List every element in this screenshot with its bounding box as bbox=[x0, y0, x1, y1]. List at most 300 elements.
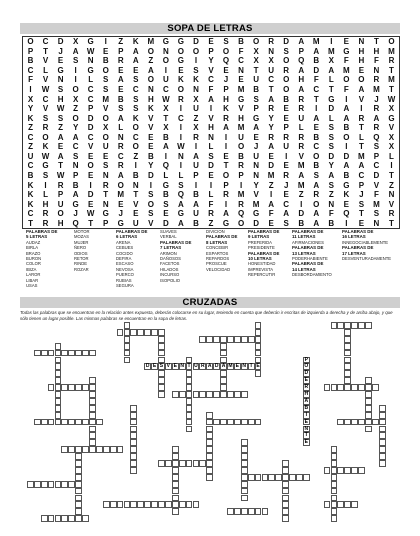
crossword-cell[interactable] bbox=[34, 419, 41, 426]
crossword-cell[interactable] bbox=[351, 384, 358, 391]
crossword-cell[interactable] bbox=[75, 474, 82, 481]
crossword-cell[interactable] bbox=[379, 432, 386, 439]
crossword-cell[interactable] bbox=[337, 322, 344, 329]
crossword-letter[interactable]: E bbox=[256, 363, 260, 370]
crossword-cell[interactable] bbox=[172, 501, 179, 508]
crossword-cell[interactable] bbox=[158, 460, 165, 467]
crossword-cell[interactable] bbox=[68, 515, 75, 522]
crossword-cell[interactable] bbox=[124, 329, 131, 336]
crossword-cell[interactable] bbox=[55, 370, 62, 377]
crossword-cell[interactable] bbox=[193, 460, 200, 467]
crossword-letter[interactable]: E bbox=[304, 377, 308, 384]
crossword-cell[interactable] bbox=[255, 329, 262, 336]
crossword-cell[interactable] bbox=[255, 343, 262, 350]
crossword-cell[interactable] bbox=[130, 405, 137, 412]
crossword-cell[interactable] bbox=[130, 460, 137, 467]
crossword-cell[interactable] bbox=[199, 391, 206, 398]
crossword-cell[interactable] bbox=[379, 412, 386, 419]
crossword-cell[interactable] bbox=[365, 419, 372, 426]
crossword-cell[interactable] bbox=[55, 377, 62, 384]
crossword-cell[interactable] bbox=[220, 377, 227, 384]
crossword-cell[interactable] bbox=[337, 467, 344, 474]
crossword-cell[interactable] bbox=[282, 508, 289, 515]
crossword-cell[interactable] bbox=[365, 398, 372, 405]
crossword-cell[interactable] bbox=[55, 398, 62, 405]
crossword-cell[interactable] bbox=[75, 460, 82, 467]
crossword-cell[interactable] bbox=[61, 384, 68, 391]
crossword-cell[interactable] bbox=[48, 515, 55, 522]
crossword-cell[interactable] bbox=[248, 336, 255, 343]
crossword-cell[interactable] bbox=[241, 495, 248, 502]
crossword-cell[interactable] bbox=[96, 446, 103, 453]
crossword-cell[interactable] bbox=[68, 384, 75, 391]
crossword-cell[interactable] bbox=[206, 467, 213, 474]
crossword-letter[interactable]: U bbox=[194, 363, 198, 370]
crossword-cell[interactable] bbox=[172, 446, 179, 453]
crossword-letter[interactable]: O bbox=[304, 363, 309, 370]
crossword-cell[interactable] bbox=[365, 405, 372, 412]
crossword-cell[interactable] bbox=[206, 439, 213, 446]
crossword-cell[interactable] bbox=[89, 398, 96, 405]
crossword-cell[interactable] bbox=[34, 350, 41, 357]
crossword-cell[interactable] bbox=[337, 501, 344, 508]
crossword-letter[interactable]: E bbox=[304, 418, 308, 425]
crossword-letter[interactable]: R bbox=[304, 384, 309, 391]
crossword-cell[interactable] bbox=[82, 446, 89, 453]
crossword-cell[interactable] bbox=[61, 481, 68, 488]
crossword-cell[interactable] bbox=[234, 336, 241, 343]
crossword-cell[interactable] bbox=[110, 501, 117, 508]
crossword-cell[interactable] bbox=[75, 495, 82, 502]
crossword-cell[interactable] bbox=[41, 515, 48, 522]
crossword-cell[interactable] bbox=[379, 419, 386, 426]
crossword-cell[interactable] bbox=[206, 460, 213, 467]
crossword-letter[interactable]: P bbox=[304, 356, 308, 363]
crossword-cell[interactable] bbox=[55, 384, 62, 391]
crossword-cell[interactable] bbox=[220, 350, 227, 357]
crossword-cell[interactable] bbox=[172, 481, 179, 488]
crossword-cell[interactable] bbox=[234, 508, 241, 515]
crossword-letter[interactable]: N bbox=[242, 363, 247, 370]
crossword-cell[interactable] bbox=[186, 419, 193, 426]
crossword-cell[interactable] bbox=[344, 357, 351, 364]
crossword-cell[interactable] bbox=[158, 384, 165, 391]
crossword-cell[interactable] bbox=[282, 495, 289, 502]
crossword-cell[interactable] bbox=[206, 446, 213, 453]
crossword-cell[interactable] bbox=[379, 405, 386, 412]
crossword-cell[interactable] bbox=[372, 384, 379, 391]
crossword-cell[interactable] bbox=[89, 391, 96, 398]
crossword-cell[interactable] bbox=[358, 467, 365, 474]
crossword-cell[interactable] bbox=[241, 488, 248, 495]
crossword-cell[interactable] bbox=[199, 336, 206, 343]
crossword-cell[interactable] bbox=[172, 508, 179, 515]
crossword-cell[interactable] bbox=[241, 474, 248, 481]
crossword-cell[interactable] bbox=[61, 446, 68, 453]
crossword-cell[interactable] bbox=[331, 460, 338, 467]
crossword-letter[interactable]: D bbox=[145, 363, 150, 370]
crossword-cell[interactable] bbox=[255, 350, 262, 357]
crossword-letter[interactable]: N bbox=[180, 363, 184, 370]
crossword-cell[interactable] bbox=[241, 453, 248, 460]
crossword-cell[interactable] bbox=[172, 453, 179, 460]
crossword-cell[interactable] bbox=[124, 322, 131, 329]
crossword-cell[interactable] bbox=[282, 481, 289, 488]
crossword-cell[interactable] bbox=[331, 488, 338, 495]
crossword-cell[interactable] bbox=[158, 336, 165, 343]
crossword-cell[interactable] bbox=[324, 467, 331, 474]
crossword-cell[interactable] bbox=[296, 474, 303, 481]
crossword-cell[interactable] bbox=[344, 419, 351, 426]
crossword-cell[interactable] bbox=[282, 488, 289, 495]
crossword-cell[interactable] bbox=[331, 453, 338, 460]
crossword-cell[interactable] bbox=[158, 350, 165, 357]
crossword-cell[interactable] bbox=[158, 329, 165, 336]
crossword-cell[interactable] bbox=[365, 377, 372, 384]
crossword-cell[interactable] bbox=[186, 426, 193, 433]
crossword-cell[interactable] bbox=[282, 501, 289, 508]
crossword-cell[interactable] bbox=[344, 363, 351, 370]
crossword-cell[interactable] bbox=[130, 412, 137, 419]
crossword-cell[interactable] bbox=[206, 336, 213, 343]
crossword-cell[interactable] bbox=[379, 453, 386, 460]
crossword-letter[interactable]: T bbox=[304, 432, 308, 439]
crossword-letter[interactable]: I bbox=[303, 412, 310, 419]
crossword-cell[interactable] bbox=[103, 446, 110, 453]
crossword-cell[interactable] bbox=[344, 370, 351, 377]
crossword-cell[interactable] bbox=[255, 322, 262, 329]
crossword-cell[interactable] bbox=[255, 370, 262, 377]
crossword-cell[interactable] bbox=[268, 474, 275, 481]
crossword-cell[interactable] bbox=[344, 350, 351, 357]
crossword-cell[interactable] bbox=[75, 508, 82, 515]
crossword-cell[interactable] bbox=[124, 343, 131, 350]
crossword-cell[interactable] bbox=[324, 501, 331, 508]
crossword-cell[interactable] bbox=[96, 419, 103, 426]
crossword-cell[interactable] bbox=[130, 426, 137, 433]
crossword-cell[interactable] bbox=[241, 336, 248, 343]
crossword-cell[interactable] bbox=[186, 398, 193, 405]
crossword-cell[interactable] bbox=[379, 426, 386, 433]
crossword-cell[interactable] bbox=[365, 384, 372, 391]
crossword-letter[interactable]: T bbox=[249, 363, 253, 370]
crossword-letter[interactable]: A bbox=[304, 397, 309, 404]
crossword-cell[interactable] bbox=[193, 501, 200, 508]
crossword-letter[interactable]: D bbox=[214, 363, 219, 370]
crossword-cell[interactable] bbox=[82, 350, 89, 357]
crossword-cell[interactable] bbox=[282, 460, 289, 467]
crossword-cell[interactable] bbox=[130, 432, 137, 439]
crossword-cell[interactable] bbox=[172, 391, 179, 398]
crossword-cell[interactable] bbox=[358, 322, 365, 329]
crossword-letter[interactable]: D bbox=[304, 370, 309, 377]
crossword-cell[interactable] bbox=[61, 350, 68, 357]
crossword-cell[interactable] bbox=[137, 501, 144, 508]
crossword-cell[interactable] bbox=[55, 350, 62, 357]
crossword-cell[interactable] bbox=[193, 391, 200, 398]
crossword-cell[interactable] bbox=[344, 377, 351, 384]
crossword-cell[interactable] bbox=[41, 350, 48, 357]
crossword-letter[interactable]: B bbox=[304, 404, 309, 411]
crossword-cell[interactable] bbox=[124, 336, 131, 343]
crossword-cell[interactable] bbox=[262, 508, 269, 515]
crossword-cell[interactable] bbox=[179, 460, 186, 467]
crossword-cell[interactable] bbox=[241, 446, 248, 453]
crossword-cell[interactable] bbox=[255, 336, 262, 343]
crossword-cell[interactable] bbox=[379, 460, 386, 467]
crossword-cell[interactable] bbox=[255, 357, 262, 364]
crossword-cell[interactable] bbox=[248, 419, 255, 426]
crossword-cell[interactable] bbox=[186, 412, 193, 419]
crossword-cell[interactable] bbox=[89, 384, 96, 391]
crossword-cell[interactable] bbox=[89, 405, 96, 412]
crossword-cell[interactable] bbox=[124, 350, 131, 357]
crossword-cell[interactable] bbox=[344, 467, 351, 474]
crossword-cell[interactable] bbox=[82, 419, 89, 426]
crossword-cell[interactable] bbox=[227, 508, 234, 515]
crossword-cell[interactable] bbox=[130, 329, 137, 336]
crossword-cell[interactable] bbox=[234, 391, 241, 398]
crossword-cell[interactable] bbox=[275, 474, 282, 481]
crossword-cell[interactable] bbox=[365, 426, 372, 433]
crossword-cell[interactable] bbox=[220, 419, 227, 426]
crossword-cell[interactable] bbox=[186, 377, 193, 384]
crossword-cell[interactable] bbox=[55, 363, 62, 370]
crossword-cell[interactable] bbox=[179, 391, 186, 398]
crossword-cell[interactable] bbox=[186, 384, 193, 391]
crossword-cell[interactable] bbox=[227, 419, 234, 426]
crossword-cell[interactable] bbox=[117, 329, 124, 336]
crossword-cell[interactable] bbox=[75, 481, 82, 488]
crossword-cell[interactable] bbox=[89, 419, 96, 426]
crossword-cell[interactable] bbox=[351, 467, 358, 474]
crossword-cell[interactable] bbox=[55, 357, 62, 364]
crossword-cell[interactable] bbox=[186, 405, 193, 412]
crossword-cell[interactable] bbox=[158, 370, 165, 377]
crossword-cell[interactable] bbox=[365, 391, 372, 398]
crossword-cell[interactable] bbox=[165, 460, 172, 467]
crossword-cell[interactable] bbox=[144, 329, 151, 336]
crossword-letter[interactable]: S bbox=[159, 363, 164, 370]
crossword-cell[interactable] bbox=[220, 384, 227, 391]
crossword-cell[interactable] bbox=[331, 384, 338, 391]
crossword-cell[interactable] bbox=[331, 501, 338, 508]
crossword-cell[interactable] bbox=[68, 446, 75, 453]
crossword-letter[interactable]: A bbox=[221, 363, 226, 370]
crossword-cell[interactable] bbox=[124, 357, 131, 364]
crossword-letter[interactable]: R bbox=[201, 363, 205, 370]
crossword-cell[interactable] bbox=[89, 350, 96, 357]
crossword-cell[interactable] bbox=[344, 384, 351, 391]
crossword-cell[interactable] bbox=[199, 460, 206, 467]
crossword-cell[interactable] bbox=[75, 446, 82, 453]
crossword-cell[interactable] bbox=[331, 495, 338, 502]
crossword-cell[interactable] bbox=[241, 391, 248, 398]
crossword-cell[interactable] bbox=[172, 474, 179, 481]
crossword-cell[interactable] bbox=[55, 412, 62, 419]
crossword-letter[interactable]: V bbox=[166, 363, 170, 370]
crossword-cell[interactable] bbox=[206, 453, 213, 460]
crossword-cell[interactable] bbox=[55, 405, 62, 412]
crossword-cell[interactable] bbox=[282, 467, 289, 474]
crossword-cell[interactable] bbox=[220, 357, 227, 364]
crossword-cell[interactable] bbox=[48, 419, 55, 426]
crossword-cell[interactable] bbox=[331, 481, 338, 488]
crossword-cell[interactable] bbox=[61, 419, 68, 426]
crossword-cell[interactable] bbox=[351, 419, 358, 426]
crossword-cell[interactable] bbox=[172, 467, 179, 474]
crossword-cell[interactable] bbox=[130, 419, 137, 426]
crossword-cell[interactable] bbox=[89, 432, 96, 439]
crossword-cell[interactable] bbox=[241, 508, 248, 515]
crossword-cell[interactable] bbox=[241, 481, 248, 488]
crossword-cell[interactable] bbox=[331, 322, 338, 329]
crossword-cell[interactable] bbox=[75, 467, 82, 474]
crossword-cell[interactable] bbox=[68, 419, 75, 426]
crossword-cell[interactable] bbox=[213, 419, 220, 426]
crossword-cell[interactable] bbox=[55, 343, 62, 350]
crossword-cell[interactable] bbox=[89, 439, 96, 446]
crossword-cell[interactable] bbox=[303, 474, 310, 481]
crossword-cell[interactable] bbox=[158, 343, 165, 350]
crossword-cell[interactable] bbox=[241, 439, 248, 446]
crossword-cell[interactable] bbox=[89, 377, 96, 384]
crossword-cell[interactable] bbox=[241, 467, 248, 474]
crossword-cell[interactable] bbox=[110, 446, 117, 453]
crossword-cell[interactable] bbox=[55, 391, 62, 398]
crossword-cell[interactable] bbox=[117, 501, 124, 508]
crossword-cell[interactable] bbox=[365, 412, 372, 419]
crossword-cell[interactable] bbox=[89, 426, 96, 433]
crossword-cell[interactable] bbox=[365, 322, 372, 329]
crossword-cell[interactable] bbox=[206, 391, 213, 398]
crossword-cell[interactable] bbox=[41, 481, 48, 488]
crossword-cell[interactable] bbox=[75, 453, 82, 460]
crossword-cell[interactable] bbox=[55, 515, 62, 522]
crossword-cell[interactable] bbox=[27, 481, 34, 488]
crossword-cell[interactable] bbox=[379, 439, 386, 446]
crossword-letter[interactable]: T bbox=[187, 363, 191, 370]
crossword-cell[interactable] bbox=[75, 515, 82, 522]
crossword-cell[interactable] bbox=[227, 336, 234, 343]
crossword-cell[interactable] bbox=[89, 446, 96, 453]
crossword-cell[interactable] bbox=[324, 384, 331, 391]
crossword-letter[interactable]: H bbox=[304, 391, 309, 397]
crossword-cell[interactable] bbox=[248, 508, 255, 515]
crossword-cell[interactable] bbox=[206, 419, 213, 426]
crossword-cell[interactable] bbox=[255, 419, 262, 426]
crossword-cell[interactable] bbox=[344, 336, 351, 343]
crossword-cell[interactable] bbox=[213, 391, 220, 398]
crossword-cell[interactable] bbox=[130, 467, 137, 474]
crossword-cell[interactable] bbox=[220, 370, 227, 377]
crossword-cell[interactable] bbox=[186, 460, 193, 467]
crossword-cell[interactable] bbox=[331, 508, 338, 515]
crossword-cell[interactable] bbox=[130, 439, 137, 446]
crossword-cell[interactable] bbox=[220, 391, 227, 398]
crossword-letter[interactable]: E bbox=[235, 363, 239, 370]
crossword-cell[interactable] bbox=[186, 391, 193, 398]
crossword-cell[interactable] bbox=[331, 467, 338, 474]
crossword-cell[interactable] bbox=[186, 370, 193, 377]
crossword-cell[interactable] bbox=[41, 419, 48, 426]
crossword-cell[interactable] bbox=[68, 481, 75, 488]
crossword-cell[interactable] bbox=[289, 474, 296, 481]
crossword-letter[interactable]: E bbox=[173, 363, 177, 370]
crossword-cell[interactable] bbox=[48, 350, 55, 357]
crossword-cell[interactable] bbox=[137, 329, 144, 336]
crossword-cell[interactable] bbox=[48, 384, 55, 391]
crossword-cell[interactable] bbox=[34, 481, 41, 488]
crossword-cell[interactable] bbox=[165, 501, 172, 508]
crossword-cell[interactable] bbox=[130, 501, 137, 508]
crossword-cell[interactable] bbox=[255, 508, 262, 515]
crossword-cell[interactable] bbox=[75, 350, 82, 357]
crossword-cell[interactable] bbox=[124, 501, 131, 508]
crossword-cell[interactable] bbox=[206, 432, 213, 439]
crossword-cell[interactable] bbox=[68, 350, 75, 357]
crossword-cell[interactable] bbox=[344, 322, 351, 329]
crossword-cell[interactable] bbox=[358, 419, 365, 426]
crossword-letter[interactable]: M bbox=[228, 363, 233, 370]
crossword-cell[interactable] bbox=[144, 501, 151, 508]
crossword-cell[interactable] bbox=[241, 419, 248, 426]
crossword-cell[interactable] bbox=[158, 357, 165, 364]
crossword-cell[interactable] bbox=[130, 453, 137, 460]
crossword-cell[interactable] bbox=[75, 488, 82, 495]
crossword-cell[interactable] bbox=[337, 419, 344, 426]
crossword-cell[interactable] bbox=[186, 501, 193, 508]
crossword-letter[interactable]: E bbox=[152, 363, 157, 370]
crossword-cell[interactable] bbox=[262, 474, 269, 481]
crossword-cell[interactable] bbox=[351, 501, 358, 508]
crossword-cell[interactable] bbox=[234, 419, 241, 426]
crossword-cell[interactable] bbox=[117, 446, 124, 453]
crossword-cell[interactable] bbox=[344, 501, 351, 508]
crossword-cell[interactable] bbox=[158, 391, 165, 398]
crossword-cell[interactable] bbox=[82, 515, 89, 522]
crossword-cell[interactable] bbox=[344, 343, 351, 350]
crossword-cell[interactable] bbox=[206, 412, 213, 419]
crossword-cell[interactable] bbox=[103, 501, 110, 508]
crossword-letter[interactable]: N bbox=[304, 425, 309, 432]
crossword-cell[interactable] bbox=[337, 384, 344, 391]
crossword-cell[interactable] bbox=[158, 501, 165, 508]
crossword-cell[interactable] bbox=[358, 384, 365, 391]
crossword-cell[interactable] bbox=[331, 474, 338, 481]
crossword-cell[interactable] bbox=[179, 501, 186, 508]
crossword-cell[interactable] bbox=[379, 446, 386, 453]
crossword-cell[interactable] bbox=[227, 391, 234, 398]
crossword-cell[interactable] bbox=[75, 501, 82, 508]
crossword-cell[interactable] bbox=[206, 474, 213, 481]
crossword-cell[interactable] bbox=[255, 474, 262, 481]
crossword-cell[interactable] bbox=[282, 515, 289, 522]
crossword-cell[interactable] bbox=[172, 488, 179, 495]
crossword-cell[interactable] bbox=[172, 495, 179, 502]
crossword-cell[interactable] bbox=[372, 419, 379, 426]
crossword-cell[interactable] bbox=[206, 426, 213, 433]
crossword-cell[interactable] bbox=[151, 329, 158, 336]
crossword-cell[interactable] bbox=[248, 474, 255, 481]
crossword-cell[interactable] bbox=[89, 412, 96, 419]
crossword-cell[interactable] bbox=[61, 515, 68, 522]
crossword-cell[interactable] bbox=[331, 515, 338, 522]
crossword-cell[interactable] bbox=[220, 343, 227, 350]
crossword-cell[interactable] bbox=[172, 460, 179, 467]
crossword-cell[interactable] bbox=[55, 481, 62, 488]
crossword-cell[interactable] bbox=[351, 322, 358, 329]
